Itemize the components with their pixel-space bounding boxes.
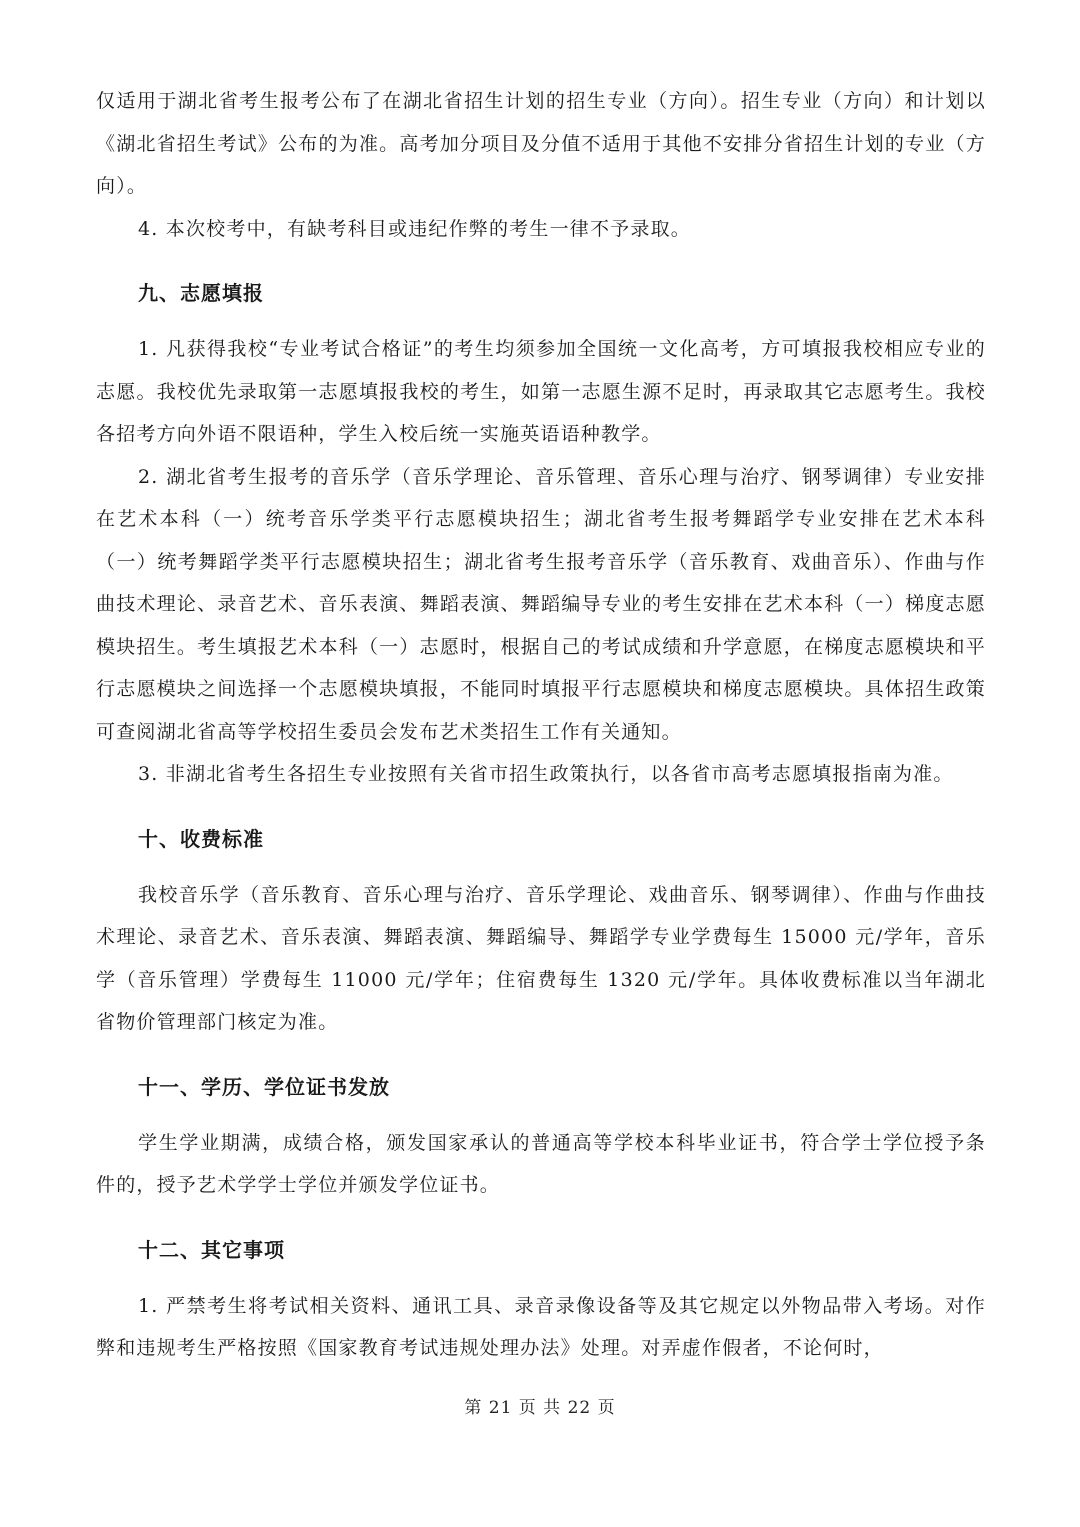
document-body [96,80,986,1370]
paragraph-other-1: 1. 严禁考生将考试相关资料、通讯工具、录音录像设备等及其它规定以外物品带入考场。对作弊和违规考生严格按照《国家教育考试违规处理办法》处理。对弄虚作假者，不论何时， [96,1294,986,1359]
paragraph-certificates: 学生学业期满，成绩合格，颁发国家承认的普通高等学校本科毕业证书，符合学士学位授予条件的，授予艺术学学士学位并颁发学位证书。 [96,1131,986,1196]
paragraph-rule-4: 4. 本次校考中，有缺考科目或违纪作弊的考生一律不予录取。 [138,217,691,240]
section-heading-volunteer: 九、志愿填报 [138,281,264,305]
paragraph-continued: 仅适用于湖北省考生报考公布了在湖北省招生计划的招生专业（方向）。招生专业（方向）和计划以《湖北省招生考试》公布的为准。高考加分项目及分值不适用于其他不安排分省招生计划的专业（方向）。 [96,90,986,197]
section-heading-certificates: 十一、学历、学位证书发放 [138,1074,390,1099]
section-heading-other: 十二、其它事项 [138,1237,285,1262]
paragraph-fees: 我校音乐学（音乐教育、音乐心理与治疗、音乐学理论、戏曲音乐、钢琴调律）、作曲与作曲技术理论、录音艺术、音乐表演、舞蹈表演、舞蹈编导、舞蹈学专业学费每生 15000 元/学年，音乐学（音乐管理）学费每生 11000 元/学年；住宿费每生 1320 元/学年。具体收费标准以当年湖北省物价管理部门核定为准。 [96,883,986,1033]
paragraph-volunteer-2: 2. 湖北省考生报考的音乐学（音乐学理论、音乐管理、音乐心理与治疗、钢琴调律）专业安排在艺术本科（一）统考音乐学类平行志愿模块招生；湖北省考生报考舞蹈学专业安排在艺术本科（一）统考舞蹈学类平行志愿模块招生；湖北省考生报考音乐学（音乐教育、戏曲音乐）、作曲与作曲技术理论、录音艺术、音乐表演、舞蹈表演、舞蹈编导专业的考生安排在艺术本科（一）梯度志愿模块招生。考生填报艺术本科（一）志愿时，根据自己的考试成绩和升学意愿，在梯度志愿模块和平行志愿模块之间选择一个志愿模块填报，不能同时填报平行志愿模块和梯度志愿模块。具体招生政策可查阅湖北省高等学校招生委员会发布艺术类招生工作有关通知。 [96,465,986,743]
page-number-footer: 第 21 页 共 22 页 [464,1398,616,1418]
section-heading-fees: 十、收费标准 [138,826,264,851]
paragraph-volunteer-3: 3. 非湖北省考生各招生专业按照有关省市招生政策执行，以各省市高考志愿填报指南为准。 [138,763,954,785]
paragraph-volunteer-1: 1. 凡获得我校“专业考试合格证”的考生均须参加全国统一文化高考，方可填报我校相应专业的志愿。我校优先录取第一志愿填报我校的考生，如第一志愿生源不足时，再录取其它志愿考生。我校各招考方向外语不限语种，学生入校后统一实施英语语种教学。 [96,338,986,445]
